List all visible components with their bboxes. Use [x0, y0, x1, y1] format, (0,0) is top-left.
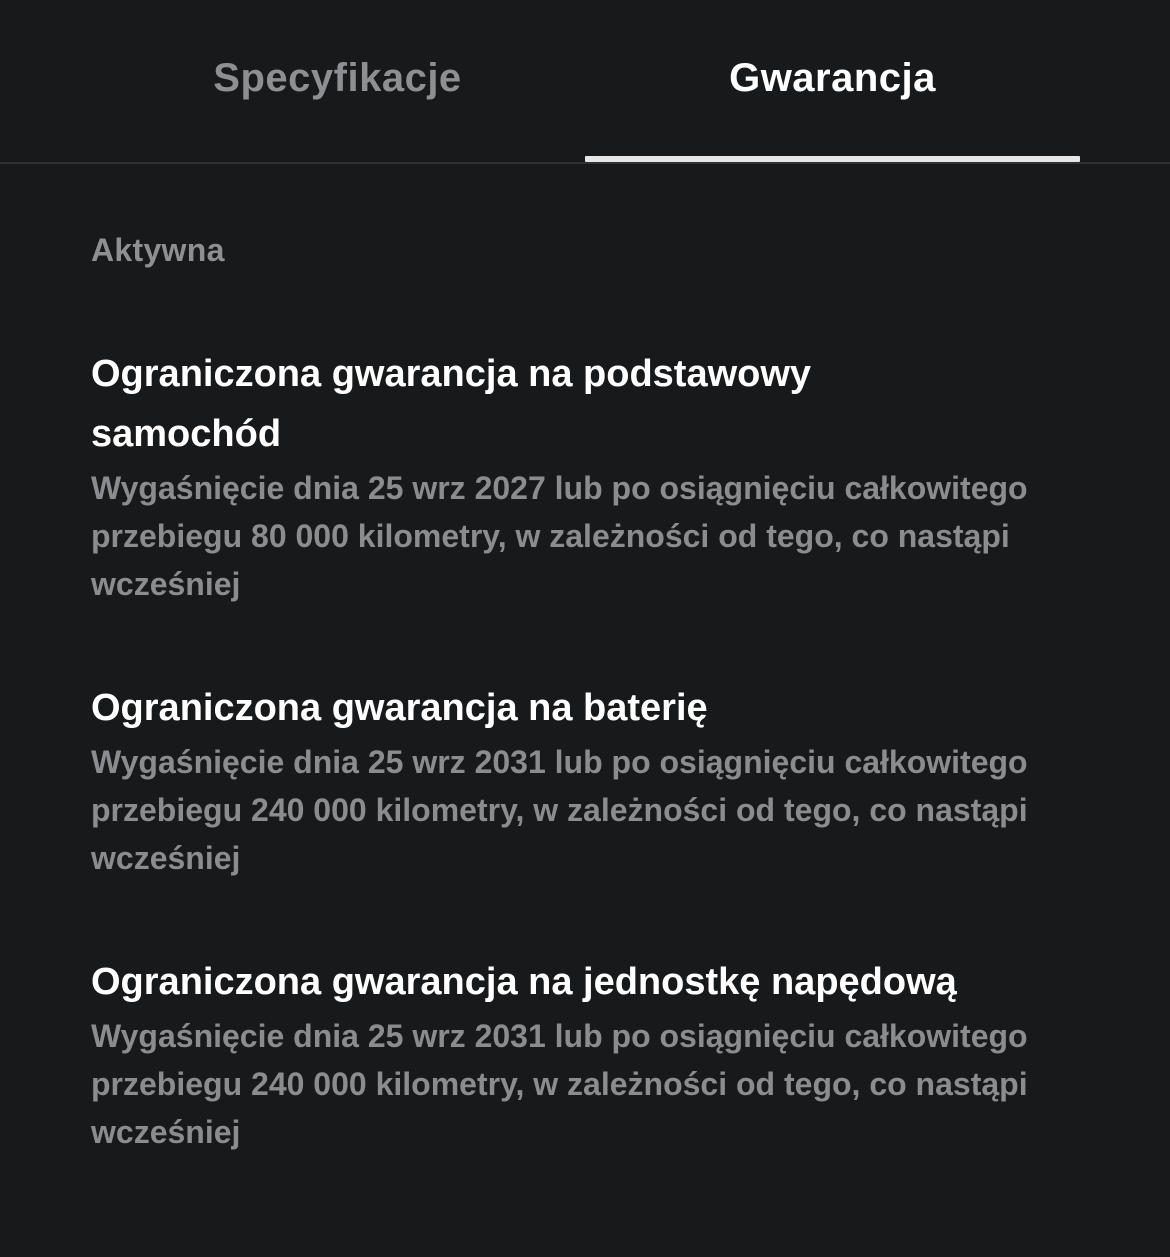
section-label-active: Aktywna — [91, 232, 225, 268]
warranty-item-battery — [91, 678, 1091, 882]
warranty-description: Wygaśnięcie dnia 25 wrz 2031 lub po osiągnięciu całkowitego przebiegu 240 000 kilometry, w zależności od tego, co nastąpi wcześniej — [91, 744, 1028, 876]
tab-warranty[interactable]: Gwarancja — [729, 56, 936, 100]
warranty-title: Ograniczona gwarancja na baterię — [91, 687, 708, 729]
warranty-title: Ograniczona gwarancja na jednostkę napędową — [91, 961, 957, 1003]
active-tab-indicator — [585, 156, 1080, 162]
warranty-item-drive-unit — [91, 952, 1091, 1156]
warranty-description: Wygaśnięcie dnia 25 wrz 2031 lub po osiągnięciu całkowitego przebiegu 240 000 kilometry, w zależności od tego, co nastąpi wcześniej — [91, 1018, 1028, 1150]
tab-bar — [0, 0, 1170, 164]
warranty-content — [91, 228, 1091, 1226]
warranty-description: Wygaśnięcie dnia 25 wrz 2027 lub po osiągnięciu całkowitego przebiegu 80 000 kilometry, w zależności od tego, co nastąpi wcześniej — [91, 470, 1028, 602]
tab-specifications[interactable]: Specyfikacje — [213, 56, 462, 100]
warranty-item-basic-vehicle — [91, 344, 1091, 608]
warranty-title: Ograniczona gwarancja na podstawowy samochód — [91, 353, 812, 455]
